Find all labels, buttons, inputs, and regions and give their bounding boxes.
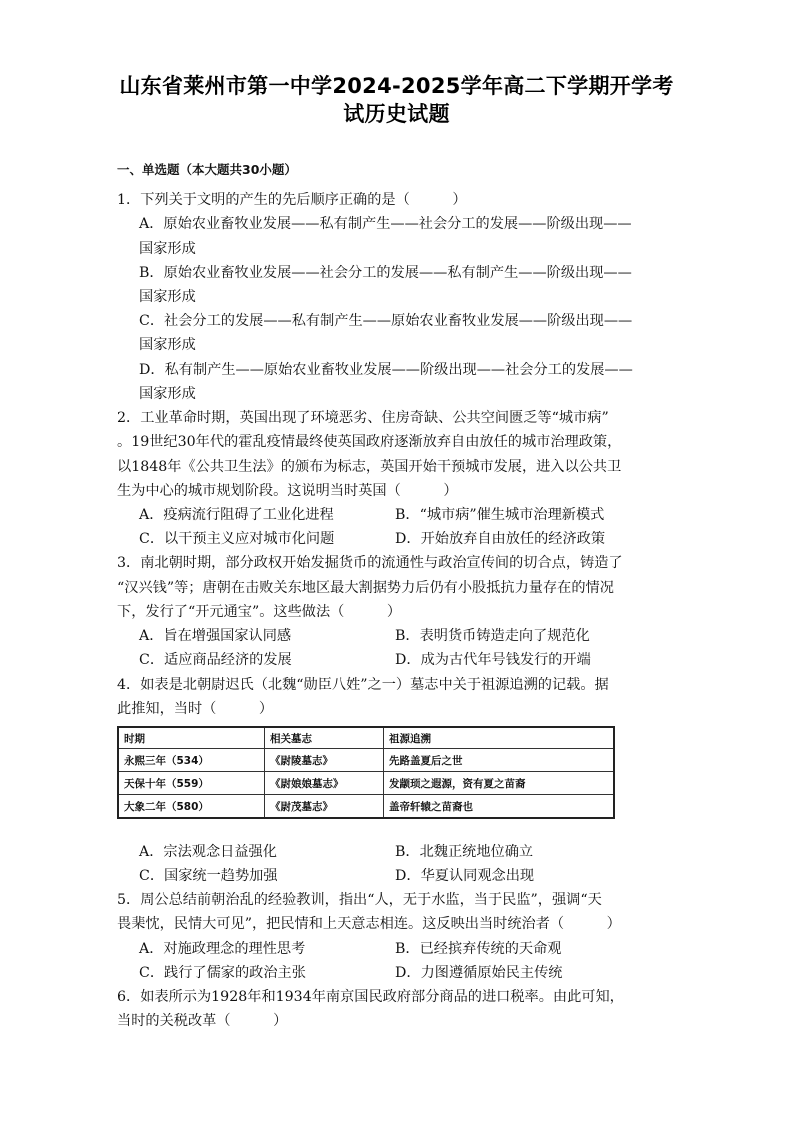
q2-option-b: B．“城市病”催生城市治理新模式	[395, 507, 605, 523]
q2-option-c: C．以干预主义应对城市化问题	[139, 531, 335, 547]
q4-option-d: D．华夏认同观念出现	[395, 868, 535, 884]
table-header-cell: 相关墓志	[265, 727, 384, 749]
q4-option-a: A．宗法观念日益强化	[139, 844, 277, 860]
q5-option-a: A．对施政理念的理性思考	[139, 941, 306, 957]
q2-stem-line-1: 2．工业革命时期，英国出现了环境恶劣、住房奇缺、公共空间匮乏等“城市病”	[117, 410, 609, 426]
q3-stem-line-1: 3．南北朝时期，部分政权开始发掘货币的流通性与政治宣传间的切合点，铸造了	[117, 555, 623, 571]
q1-option-a: A．原始农业畜牧业发展——私有制产生——社会分工的发展——阶级出现——	[139, 216, 632, 232]
q5-option-b: B．已经摈弃传统的天命观	[395, 941, 562, 957]
table-row	[118, 749, 614, 772]
q2-stem-line-2: 。19世纪30年代的霍乱疫情最终使英国政府逐渐放弃自由放任的城市治理政策，	[117, 434, 622, 450]
q4-stem-line-2: 此推知，当时（ ）	[117, 701, 274, 717]
table-cell: 先路盖夏后之世	[384, 749, 615, 772]
q6-stem-line-2: 当时的关税改革（ ）	[117, 1013, 288, 1029]
q4-option-b: B．北魏正统地位确立	[395, 844, 534, 860]
table-cell: 永熙三年（534）	[118, 749, 265, 772]
q5-stem-line-2: 畏棐忱，民情大可见”，把民情和上天意志相连。这反映出当时统治者（ ）	[117, 916, 621, 932]
table-cell: 大象二年（580）	[118, 795, 265, 819]
q1-option-d: D．私有制产生——原始农业畜牧业发展——阶级出现——社会分工的发展——	[139, 362, 633, 378]
table-cell: 《尉娘娘墓志》	[265, 772, 384, 795]
table-cell: 发颛顼之遐源，资有夏之苗裔	[384, 772, 615, 795]
q3-stem-line-3: 下，发行了“开元通宝”。这些做法（ ）	[117, 604, 402, 620]
q3-option-d: D．成为古代年号钱发行的开端	[395, 652, 591, 668]
table-row	[118, 795, 614, 819]
q2-option-a: A．疫病流行阻碍了工业化进程	[139, 507, 334, 523]
q3-option-a: A．旨在增强国家认同感	[139, 628, 292, 644]
table-cell: 《尉陵墓志》	[265, 749, 384, 772]
q1-option-a-cont: 国家形成	[139, 241, 196, 257]
q5-stem-line-1: 5．周公总结前朝治乱的经验教训，指出“人，无于水监，当于民监”，强调“天	[117, 892, 602, 908]
q1-option-b: B．原始农业畜牧业发展——社会分工的发展——私有制产生——阶级出现——	[139, 265, 632, 281]
table-row	[118, 772, 614, 795]
table-header-row	[118, 727, 614, 749]
section-heading: 一、单选题（本大题共30小题）	[117, 162, 297, 177]
q3-option-c: C．适应商品经济的发展	[139, 652, 292, 668]
q6-stem-line-1: 6．如表所示为1928年和1934年南京国民政府部分商品的进口税率。由此可知，	[117, 989, 624, 1005]
q1-option-c-cont: 国家形成	[139, 337, 196, 353]
table-cell: 天保十年（559）	[118, 772, 265, 795]
q3-stem-line-2: “汉兴钱”等；唐朝在击败关东地区最大割据势力后仍有小股抵抗力量存在的情况	[117, 580, 614, 596]
q1-option-d-cont: 国家形成	[139, 386, 196, 402]
q1-stem: 1．下列关于文明的产生的先后顺序正确的是（ ）	[117, 192, 467, 208]
table-header-cell: 祖源追溯	[384, 727, 615, 749]
q5-option-c: C．践行了儒家的政治主张	[139, 965, 306, 981]
q4-epitaph-table	[117, 726, 615, 819]
q2-stem-line-4: 生为中心的城市规划阶段。这说明当时英国（ ）	[117, 483, 458, 499]
document-title-line-1: 山东省莱州市第一中学2024-2025学年高二下学期开学考	[119, 74, 674, 98]
q3-option-b: B．表明货币铸造走向了规范化	[395, 628, 590, 644]
q5-option-d: D．力图遵循原始民主传统	[395, 965, 563, 981]
q4-stem-line-1: 4．如表是北朝尉迟氏（北魏“勋臣八姓”之一）墓志中关于祖源追溯的记载。据	[117, 677, 609, 693]
table-header-cell: 时期	[118, 727, 265, 749]
q1-option-b-cont: 国家形成	[139, 289, 196, 305]
q4-option-c: C．国家统一趋势加强	[139, 868, 278, 884]
q1-option-c: C．社会分工的发展——私有制产生——原始农业畜牧业发展——阶级出现——	[139, 313, 633, 329]
q2-stem-line-3: 以1848年《公共卫生法》的颁布为标志，英国开始干预城市发展，进入以公共卫	[117, 459, 622, 475]
table-cell: 《尉茂墓志》	[265, 795, 384, 819]
q2-option-d: D．开始放弃自由放任的经济政策	[395, 531, 606, 547]
document-title-line-2: 试历史试题	[343, 102, 450, 126]
table-cell: 盖帝轩辕之苗裔也	[384, 795, 615, 819]
